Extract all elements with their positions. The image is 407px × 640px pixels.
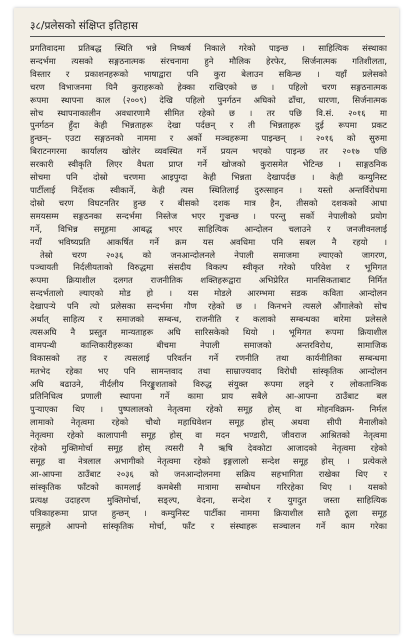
text-line: मतभेद रहेका भए पनि सामन्तवाद तथा साम्राज्यवाद विरोधी सांस्कृतिक आन्दोलन (30, 365, 387, 376)
text-line: पञ्चायती निर्दलीयताको विरुद्धमा संसदीय विकल्प स्वीकृत गरेको परिवेश र भूमिगत (30, 262, 387, 273)
text-line: समयसम्म सङ्गठनका सन्दर्भमा निस्तेज भएर गुज्रन्छ । परन्तु सर्को नेपालीको प्रयोग (30, 210, 387, 221)
text-line: अर्थात् साहित्य र समाजको सम्बन्ध, राजनीति र कलाको सम्बन्धका बारेमा प्रलेसले (30, 314, 387, 325)
text-line: तेस्रो चरण २०३६ को जनआन्दोलनले नेपाली समाजमा ल्याएको जागरण, (40, 249, 387, 260)
text-line: सोच स्थापनाकालीन अवधारणामै सीमित रहेको छ । तर पछि वि.सं. २०१६ मा (30, 107, 387, 118)
text-line: पुऱ्याएका थिए । पुष्पलालको नेतृत्वमा रहेको समूह होस् वा मोहनविक्रम- निर्मल (30, 404, 387, 415)
text-line: सन्दर्भतालो ल्याएको मोड हो । यस मोडले आरम्भमा सडक कविता आन्दोलन (30, 288, 387, 299)
text-line: चरण विभाजनमा यिनै कुराहरूको हेक्का राखिएको छ । पहिलो चरण सङ्गठनात्मक (30, 81, 387, 92)
text-line: प्रतिनिधित्व प्रणाली स्थापना गर्ने कामा प्राय सबैले आ-आफ्ना ठाउँबाट बल (30, 391, 387, 402)
text-line: हुन्छन्– एउटा सङ्गठनको नाममा र अर्को मञ्चहरूमा पाइन्छन् । २०१६ को सुरुमा (30, 133, 387, 144)
text-line: सोचमा पनि दोस्रो चरणमा आइपुग्दा केही भिन्नता देखापर्दछ । केही कम्युनिस्ट (30, 172, 387, 183)
text-line: रूपमा स्थापना काल (२००९) देखि पहिलो पुनर्गठन अघिको ढाँचा, धारणा, सिर्जनात्मक (30, 94, 387, 105)
text-line: पुनर्गठन हुँदा केही भिन्नताहरू देखा पर्दछन् र ती भिन्नताहरू दुई रूपमा प्रकट (30, 120, 387, 131)
text-line: सांस्कृतिक फाँटको कामलाई कमबेसी मात्रामा सम्बोधन गरिरहेका थिए । यसको (30, 481, 387, 492)
text-line: बिराटनगरमा कार्यालय खोलेर व्यवस्थित गर्ने प्रयत्न भएको पाइन्छ तर २०१७ पछि (30, 146, 387, 157)
text-line: नेतृत्वमा रहेको कालापानी समूह होस् वा मदन भण्डारी, जीवराज आश्रितको नेतृत्वमा (30, 430, 387, 441)
text-line: पत्रिकाहरूमा प्राप्त हुन्छन् । कम्युनिस्ट पार्टीका नाममा क्रियाशील सातै ठूला समूह (30, 507, 387, 518)
text-line: विस्तार र प्रकाशनहरूको भाषाद्वारा पनि कुरा बेलाउन सकिन्छ । यहाँ प्रलेसको (30, 68, 387, 79)
text-line: रहेको मुक्तिमोर्चा समूह होस् त्यसरी नै ऋषि देवकोटा आजादको नेतृत्वमा रहेको (30, 443, 387, 454)
text-line: दोस्रो चरण विघटनतिर हुन्छ र बीसको दशक मात्र हैन, तीसको दशकको आधा (30, 197, 387, 208)
page-header: ३८/प्रलेसको संक्षिप्त इतिहास (30, 18, 385, 37)
text-line: विकासको तह र त्यसलाई परिवर्तन गर्ने रणनीति तथा कार्यनीतिका सम्बन्धमा (30, 352, 387, 363)
text-line: पार्टीलाई निर्देशक स्वीकार्ने, केही त्यस स्थितिलाई दुरुत्साहन । यस्तो अन्तर्विरोधमा (30, 184, 387, 195)
text-line: प्रगतिवादमा प्रतिबद्ध स्थिति भन्ने निष्कर्ष निकाले गरेको पाइन्छ । साहित्यिक संस्थाका (30, 43, 387, 53)
text-line: सन्दर्भमा त्यसको सङ्गठनात्मक संरचनामा हुने मौलिक हेरफेर, सिर्जनात्मक गतिशीलता, (30, 55, 387, 66)
text-line: त्यसअघि नै प्रस्तुत मान्यताहरू अघि सारिसकेको थियो । भूमिगत रूपमा क्रियाशील (30, 326, 387, 337)
text-line: रूपमा क्रियाशील दलगत राजनीतिक शक्तिहरूद्वारा अभिप्रेरित मानसिकताबाट निर्मित (30, 275, 387, 286)
book-page (14, 8, 399, 634)
text-line: नयाँ भविष्यप्रति आकर्षित गर्ने क्रम यस अवधिमा पनि सबल नै रहयो । (30, 236, 387, 247)
text-line: अघि बढाउने, नीर्दलीय निरङ्कुशताको विरुद्ध संयुक्त रूपमा लड्ने र लोकतान्त्रिक (30, 378, 387, 389)
text-line: सरकारी स्वीकृति लिएर वैधता प्राप्त गर्ने खोजको कुरासमेत भेटिन्छ । साङ्गठनिक (30, 159, 387, 170)
text-line: लामाको नेतृत्वमा रहेको चौथो महाधिवेशन समूह होस् अथवा सीपी मैनालीको (30, 417, 387, 428)
text-line: समूह वा नेत्रलाल अभागीको नेतृत्वमा रहेको इङ्गलालो सन्देश समूह होस् । प्रत्येकले (30, 456, 387, 466)
text-line: समूहले आफ्नो सांस्कृतिक मोर्चा, फाँट र संस्थाहरू सञ्चालन गर्ने काम गरेका (30, 520, 387, 531)
text-line: देखापर्‍ये पनि त्यो प्रलेसका सन्दर्भमा गौण रहेको छ । किनभने त्यसले औंगालेको सोच (30, 301, 387, 312)
text-line: प्रत्यक्ष उदाहरण मुक्तिमोर्चा, सङ्ल्प, वेदना, सन्देश र युगदुत जस्ता साहित्यिक (30, 494, 387, 505)
page-body-text (30, 42, 387, 626)
text-line: गर्ने, विभिन्न समूहमा आबद्ध भएर साहित्यिक आन्दोलन चलाउने र जनजीवनलाई (30, 223, 387, 234)
text-line: वामपन्थी कान्तिकारीहरूका बीचमा नेपाली समाजको अन्तरविरोध, सामाजिक (30, 339, 387, 350)
text-line: आ-आफ्ना ठाउँबाट २०३६ को जनआन्दोलनमा सक्रिय सहभागिता राखेका थिए र (30, 468, 387, 479)
